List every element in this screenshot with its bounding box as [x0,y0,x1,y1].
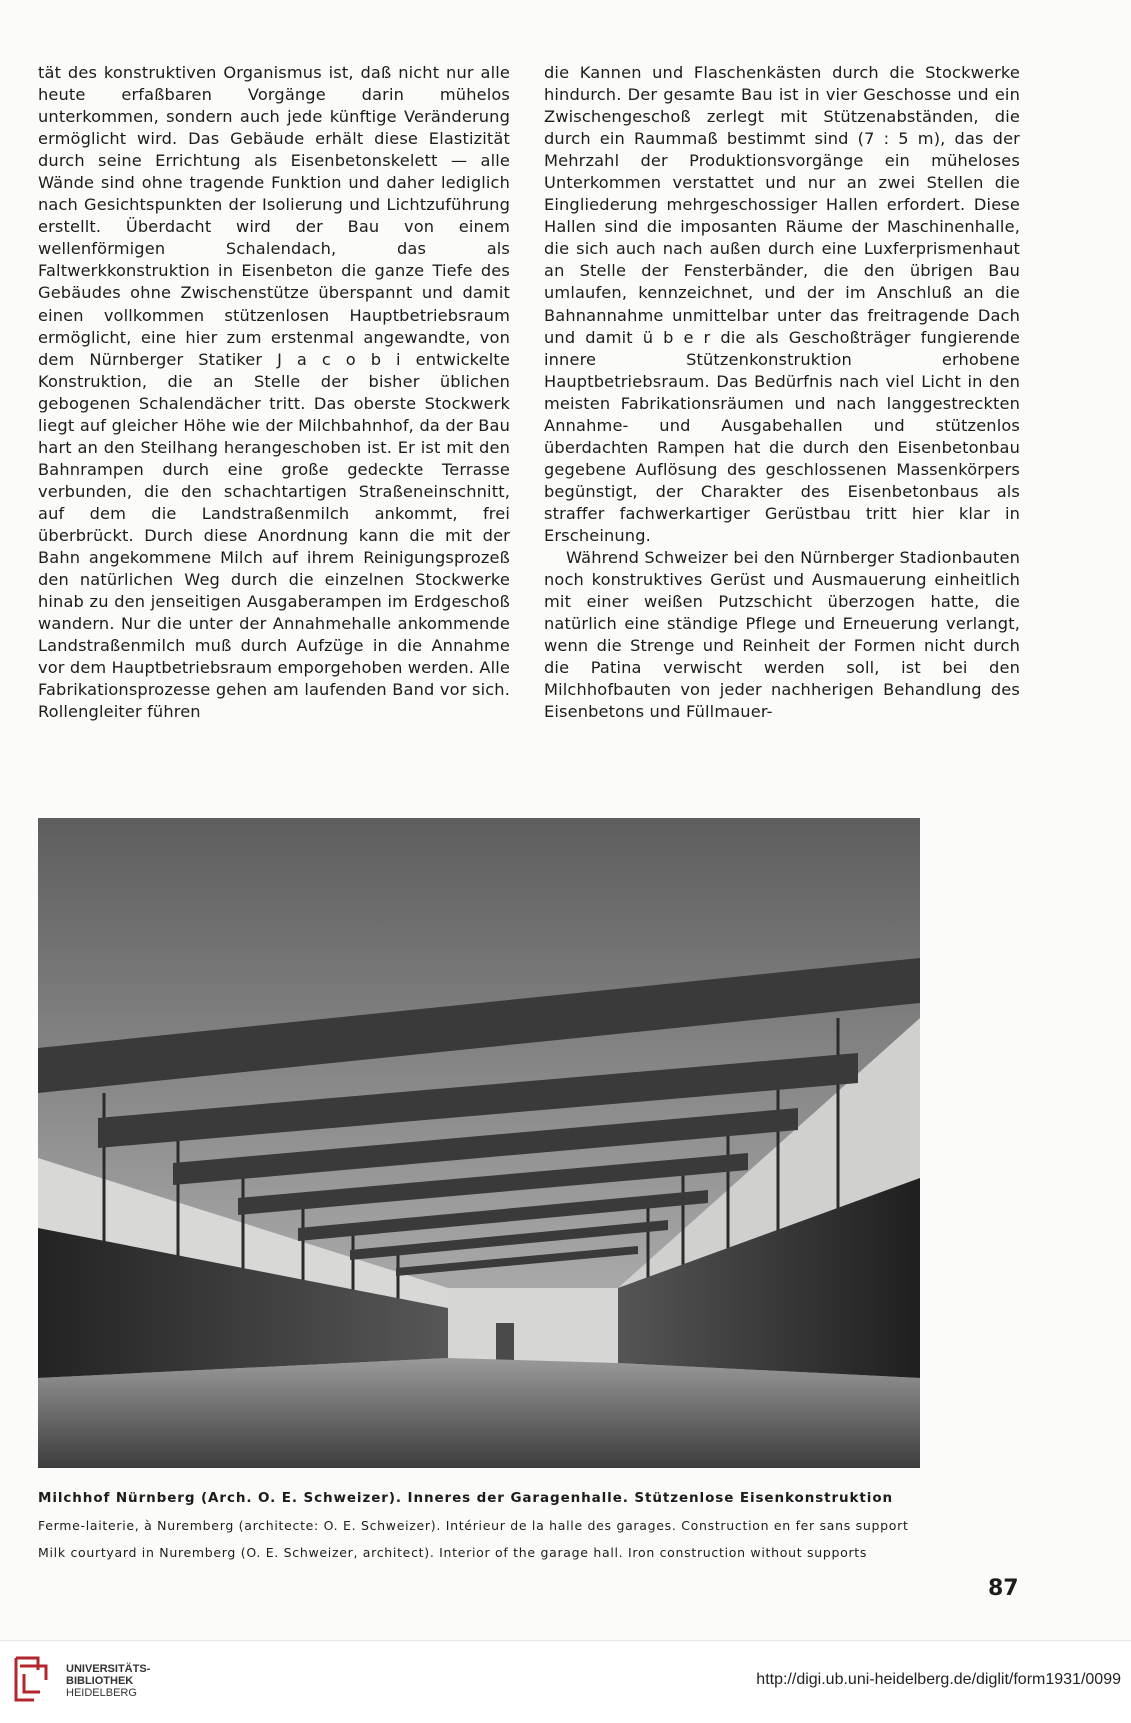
garage-hall-illustration [38,818,920,1468]
library-line-3: HEIDELBERG [66,1687,137,1699]
library-line-1: UNIVERSITÄTS- [66,1663,151,1675]
garage-hall-photo [38,818,920,1468]
footer-bar [0,1640,1131,1723]
paragraph: tät des konstruktiven Organismus ist, daß nicht nur alle heute erfaßbaren Vorgänge darin mühelos unterkommen, sondern auch jede künftige Veränderung ermöglicht wird. Das Gebäude erhält diese Elastizität durch seine Errichtung als Eisenbetonskelett — alle Wände sind ohne tragende Funktion und daher lediglich nach Gesichtspunkten der Isolierung und Lichtzuführung erstellt. Überdacht wird der Bau von einem wellenförmigen Schalendach, das als Faltwerkkonstruktion in Eisenbeton die ganze Tiefe des Gebäudes ohne Zwischenstütze überspannt und damit einen vollkommen stützenlosen Hauptbetriebsraum ermöglicht, eine hier zum erstenmal angewandte, von dem Nürnberger Statiker J a c o b i entwickelte Konstruktion, die an Stelle der bisher üblichen gebogenen Schalendächer tritt. Das oberste Stockwerk liegt auf gleicher Höhe wie der Milchbahnhof, da der Bau hart an den Steilhang herangeschoben ist. Er ist mit den Bahnrampen durch eine große gedeckte Terrasse verbunden, die den schachtartigen Straßeneinschnitt, auf dem die Landstraßenmilch ankommt, frei überbrückt. Durch diese Anordnung kann die mit der Bahn angekommene Milch auf ihrem Reinigungsprozeß den natürlichen Weg durch die einzelnen Stockwerke hinab zu den jenseitigen Ausgaberampen im Erdgeschoß wandern. Nur die unter der Annahmehalle ankommende Landstraßenmilch muß durch Aufzüge in die Annahme vor dem Hauptbetriebsraum emporgehoben werden. Alle Fabrikationsprozesse gehen am laufenden Band vor sich. Rollengleiter führen [38,63,510,722]
caption-german: Milchhof Nürnberg (Arch. O. E. Schweizer). Inneres der Garagenhalle. Stützenlose Eisenkonstruktion [38,1490,894,1506]
caption-french: Ferme-laiterie, à Nuremberg (architecte: O. E. Schweizer). Intérieur de la halle des garages. Construction en fer sans support [38,1518,909,1533]
permalink-url[interactable]: http://digi.ub.uni-heidelberg.de/diglit/form1931/0099 [756,1671,1121,1688]
library-line-2: BIBLIOTHEK [66,1675,134,1687]
library-name [66,1663,150,1699]
text-column-left [38,62,510,723]
paragraph: die Kannen und Flaschenkästen durch die Stockwerke hindurch. Der gesamte Bau ist in vier Geschosse und ein Zwischengeschoß zerlegt mit Stützenabständen, die durch ein Raummaß bestimmt sind (7 : 5 m), das der Mehrzahl der Produktionsvorgänge ein müheloses Unterkommen verstattet und nur an zwei Stellen die Eingliederung mehrgeschossiger Hallen erfordert. Diese Hallen sind die imposanten Räume der Maschinenhalle, die sich auch nach außen durch eine Luxferprismenhaut an Stelle der Fensterbänder, die den übrigen Bau umlaufen, kennzeichnet, und der im Anschluß an die Bahnannahme unmittelbar unter das freitragende Dach und damit ü b e r die als Geschoßträger fungierende innere Stützenkonstruktion erhobene Hauptbetriebsraum. Das Bedürfnis nach viel Licht in den meisten Fabrikationsräumen und nach langgestreckten Annahme- und Ausgabehallen und stützenlos überdachten Rampen hat die durch den Eisenbetonbau gegebene Auflösung des geschlossenen Massenkörpers begünstigt, der Charakter des Eisenbetonbaus als straffer fachwerkartiger Gerüstbau tritt hier klar in Erscheinung. [544,63,1020,545]
caption-english: Milk courtyard in Nuremberg (O. E. Schweizer, architect). Interior of the garage hall. Iron construction without supports [38,1545,868,1560]
paragraph: Während Schweizer bei den Nürnberger Stadionbauten noch konstruktives Gerüst und Ausmauerung einheitlich mit einer weißen Putzschicht überzogen hatte, die natürlich eine ständige Pflege und Erneuerung verlangt, wenn die Strenge und Reinheit der Formen nicht durch die Patina verwischt werden soll, ist bei den Milchhofbauten von jeder nachherigen Behandlung des Eisenbetons und Füllmauer- [544,548,1020,722]
text-column-right [544,62,1020,723]
university-library-logo-icon[interactable] [10,1650,56,1708]
page-number: 87 [988,1576,1019,1601]
